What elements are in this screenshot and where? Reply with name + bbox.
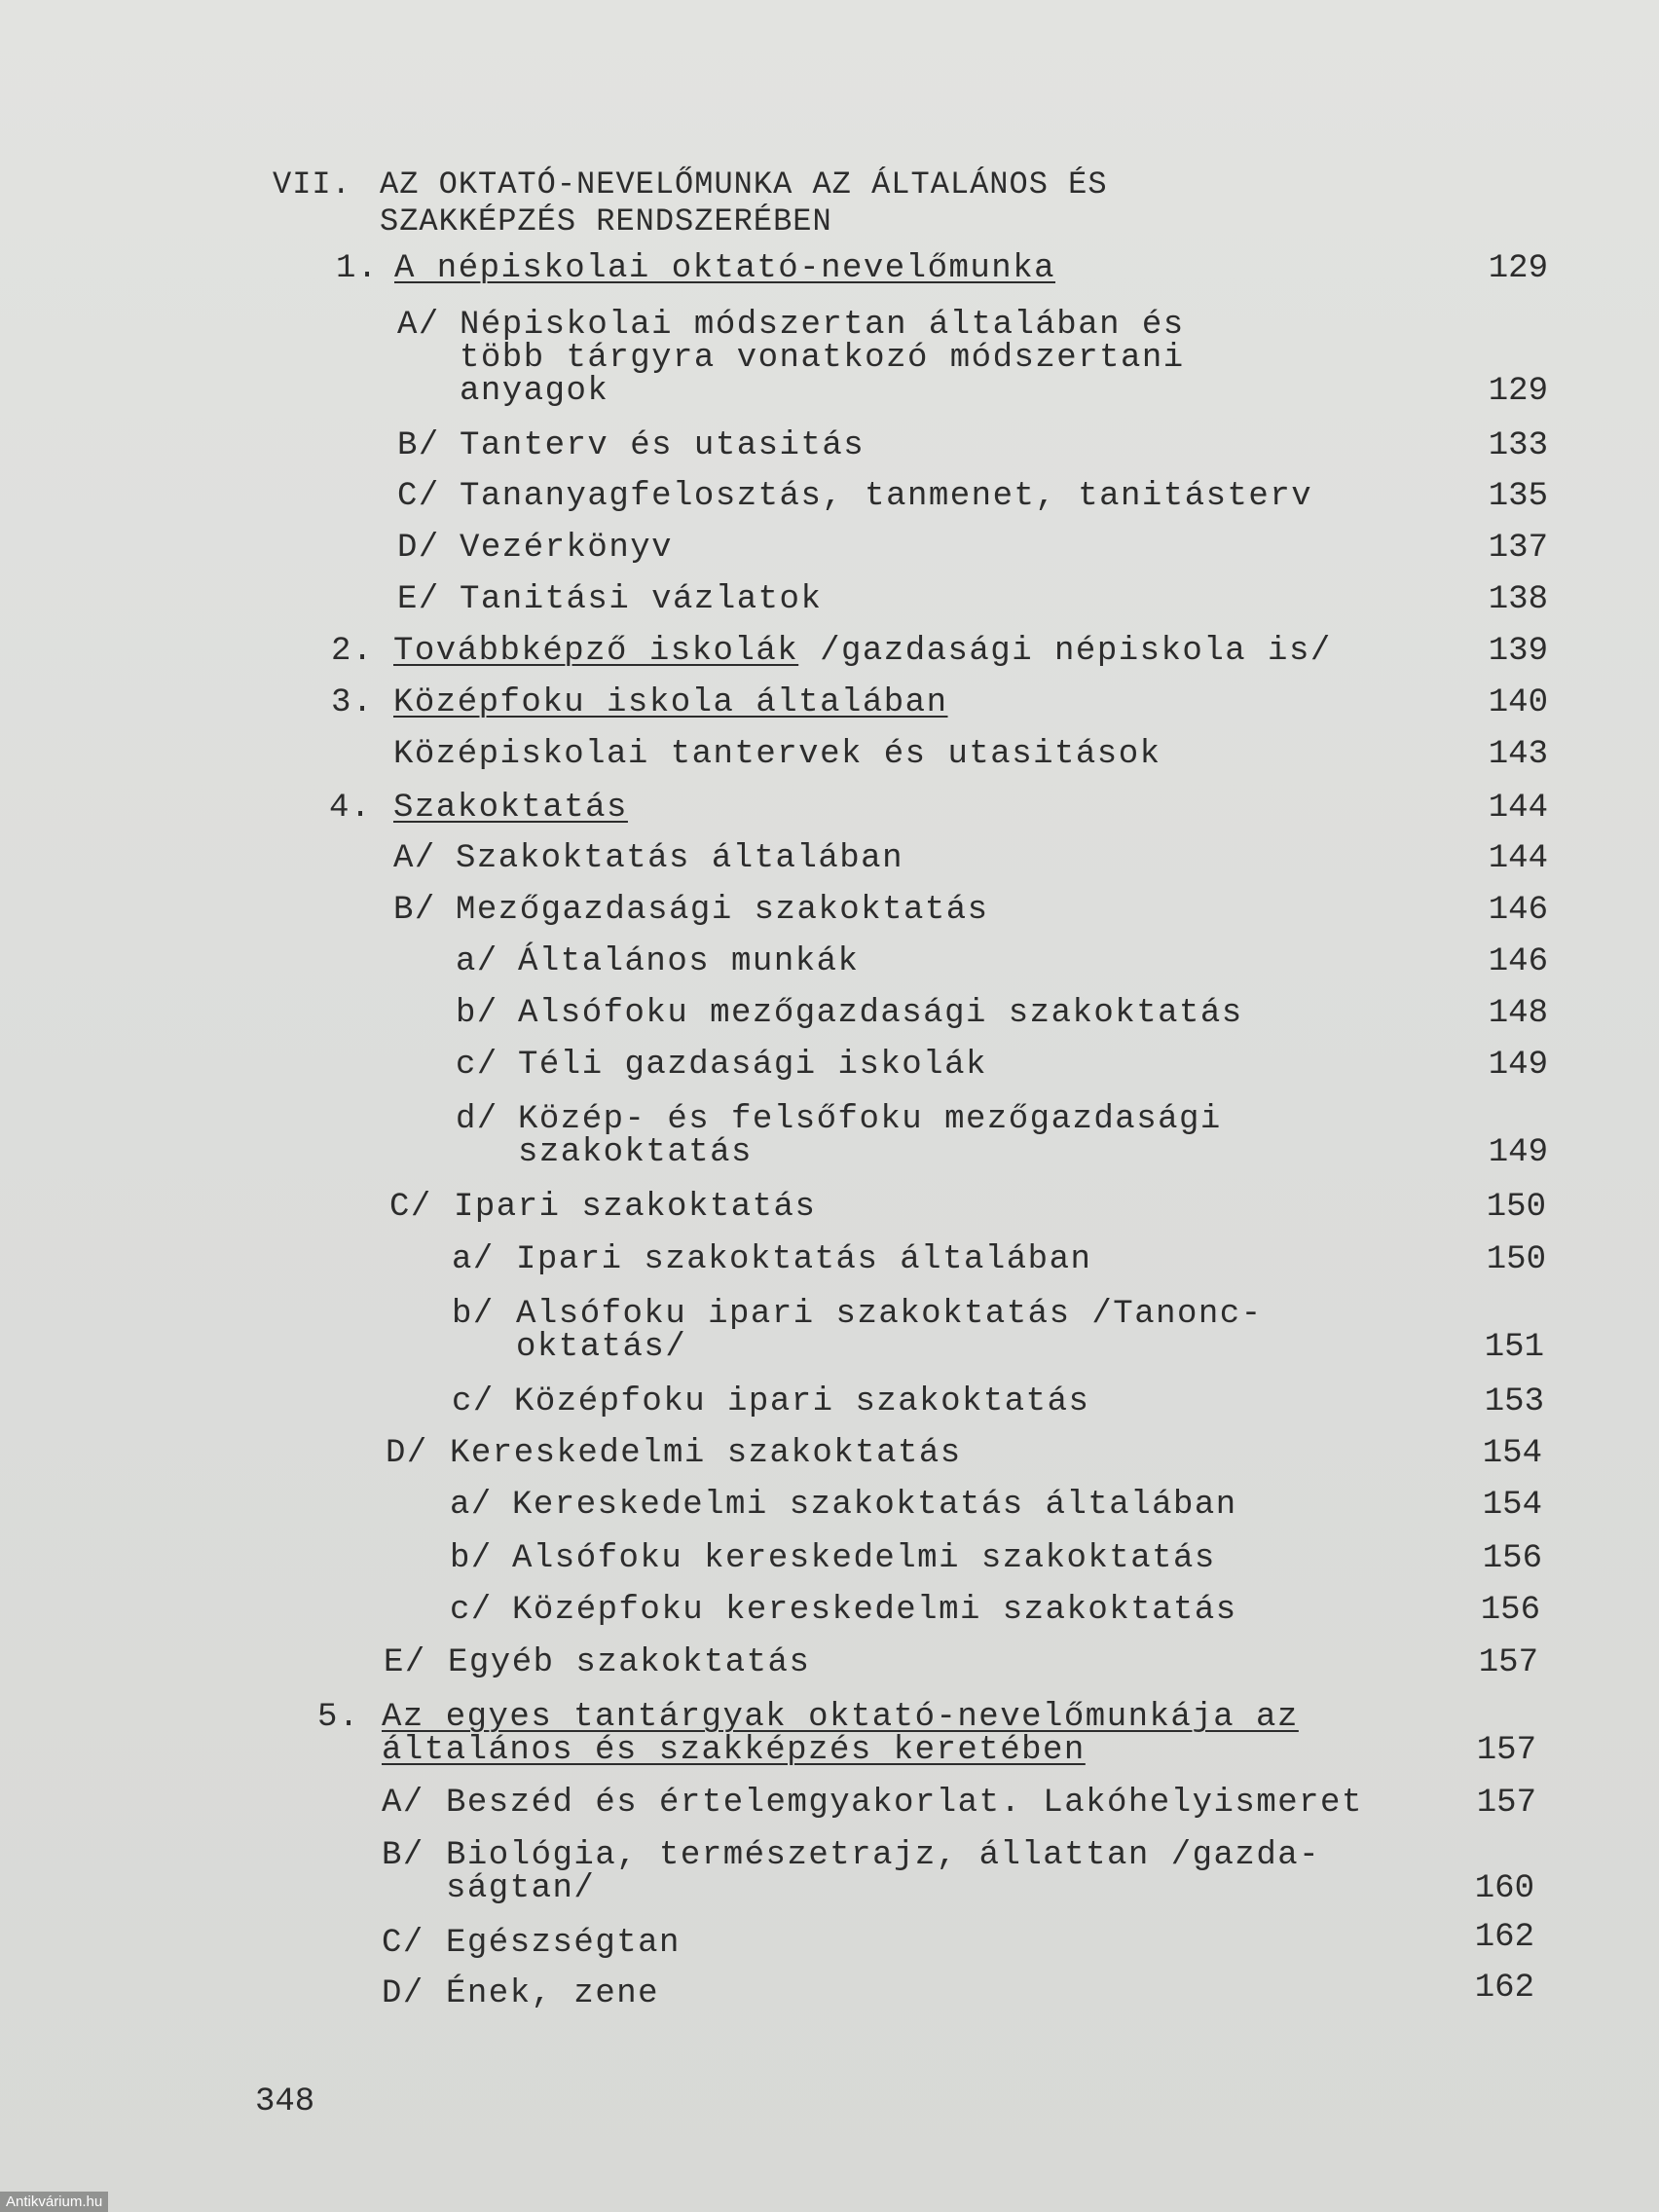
entry-page: 156: [1480, 1592, 1540, 1629]
entry-page: 146: [1488, 892, 1548, 929]
entry-title: Középfoku kereskedelmi szakoktatás: [512, 1592, 1237, 1629]
entry-title: Ének, zene: [446, 1975, 660, 2012]
entry-prefix: D/: [397, 530, 440, 567]
entry-line: általános és szakképzés keretében: [382, 1732, 1086, 1769]
entry-line: szakoktatás: [518, 1134, 753, 1171]
entry-prefix: E/: [397, 581, 440, 618]
entry-prefix: a/: [450, 1487, 493, 1524]
entry-title: Tanterv és utasitás: [460, 427, 866, 464]
heading-number: VII.: [273, 166, 351, 203]
entry-page: 149: [1488, 1134, 1548, 1171]
entry-title: Vezérkönyv: [460, 530, 674, 567]
entry-prefix: B/: [382, 1837, 424, 1874]
entry-page: 146: [1488, 943, 1548, 980]
entry-prefix: C/: [397, 478, 440, 515]
entry-title: Szakoktatás általában: [456, 840, 903, 877]
entry-prefix: 2.: [331, 633, 374, 670]
entry-title: Középfoku iskola általában: [393, 684, 948, 721]
watermark: Antikvárium.hu: [0, 2192, 108, 2212]
heading-line-2: SZAKKÉPZÉS RENDSZERÉBEN: [380, 203, 832, 240]
entry-prefix: 4.: [329, 790, 372, 827]
entry-title: Ipari szakoktatás: [454, 1189, 817, 1226]
entry-prefix: 3.: [331, 684, 374, 721]
entry-prefix: E/: [384, 1644, 426, 1681]
entry-title: Középfoku ipari szakoktatás: [514, 1383, 1090, 1420]
entry-line: Alsófoku ipari szakoktatás /Tanonc-: [516, 1296, 1263, 1333]
entry-title: Középiskolai tantervek és utasitások: [393, 736, 1161, 773]
entry-title: Mezőgazdasági szakoktatás: [456, 892, 989, 929]
entry-page: 144: [1488, 790, 1548, 827]
entry-page: 162: [1474, 1970, 1534, 2007]
entry-page: 150: [1486, 1241, 1546, 1278]
entry-line: ságtan/: [446, 1870, 596, 1907]
entry-title-suffix: /gazdasági népiskola is/: [798, 633, 1332, 670]
entry-page: 154: [1482, 1487, 1542, 1524]
entry-prefix: a/: [456, 943, 498, 980]
entry-page: 160: [1474, 1870, 1534, 1907]
entry-prefix: C/: [389, 1189, 432, 1226]
entry-title: Beszéd és értelemgyakorlat. Lakóhelyismeret: [446, 1785, 1363, 1822]
entry-prefix: A/: [382, 1785, 424, 1822]
entry-prefix: c/: [450, 1592, 493, 1629]
entry-title: Kereskedelmi szakoktatás: [450, 1435, 962, 1472]
entry-page: 157: [1478, 1644, 1538, 1681]
entry-page: 149: [1488, 1047, 1548, 1084]
entry-page: 129: [1488, 250, 1548, 287]
entry-title: Kereskedelmi szakoktatás általában: [512, 1487, 1237, 1524]
heading-line-1: AZ OKTATÓ-NEVELŐMUNKA AZ ÁLTALÁNOS ÉS: [380, 166, 1108, 203]
entry-line: Közép- és felsőfoku mezőgazdasági: [518, 1101, 1222, 1138]
entry-page: 135: [1488, 478, 1548, 515]
entry-title: Egyéb szakoktatás: [448, 1644, 811, 1681]
entry-page: 143: [1488, 736, 1548, 773]
entry-title: Egészségtan: [446, 1925, 681, 1962]
entry-page: 138: [1488, 581, 1548, 618]
entry-title: Szakoktatás: [393, 790, 628, 827]
entry-page: 148: [1488, 995, 1548, 1032]
entry-title-group: [393, 634, 1332, 669]
entry-prefix: c/: [456, 1047, 498, 1084]
entry-page: 151: [1484, 1329, 1544, 1366]
entry-title: Továbbképző iskolák: [393, 633, 799, 670]
entry-line: Biológia, természetrajz, állattan /gazda-: [446, 1837, 1321, 1874]
entry-prefix: b/: [452, 1296, 495, 1333]
entry-prefix: D/: [386, 1435, 428, 1472]
entry-prefix: A/: [397, 307, 440, 344]
entry-page: 154: [1482, 1435, 1542, 1472]
entry-page: 156: [1482, 1540, 1542, 1577]
entry-page: 162: [1474, 1919, 1534, 1956]
entry-page: 137: [1488, 530, 1548, 567]
entry-prefix: c/: [452, 1383, 495, 1420]
entry-page: 133: [1488, 427, 1548, 464]
entry-page: 157: [1476, 1785, 1536, 1822]
entry-title: Alsófoku mezőgazdasági szakoktatás: [518, 995, 1243, 1032]
entry-line: oktatás/: [516, 1329, 687, 1366]
entry-page: 157: [1476, 1732, 1536, 1769]
entry-title: Tanitási vázlatok: [460, 581, 823, 618]
entry-line: Népiskolai módszertan általában és: [460, 307, 1185, 344]
entry-title: Alsófoku kereskedelmi szakoktatás: [512, 1540, 1216, 1577]
entry-prefix: A/: [393, 840, 436, 877]
entry-prefix: B/: [397, 427, 440, 464]
entry-line: Az egyes tantárgyak oktató-nevelőmunkája az: [382, 1699, 1299, 1736]
entry-page: 144: [1488, 840, 1548, 877]
entry-prefix: 1.: [336, 250, 379, 287]
entry-prefix: 5.: [317, 1699, 360, 1736]
entry-title: Téli gazdasági iskolák: [518, 1047, 987, 1084]
entry-title: Ipari szakoktatás általában: [516, 1241, 1092, 1278]
entry-title: Tananyagfelosztás, tanmenet, tanitásterv: [460, 478, 1313, 515]
entry-page: 129: [1488, 373, 1548, 410]
entry-prefix: b/: [456, 995, 498, 1032]
entry-prefix: C/: [382, 1925, 424, 1962]
entry-page: 140: [1488, 684, 1548, 721]
entry-page: 139: [1488, 633, 1548, 670]
entry-line: több tárgyra vonatkozó módszertani: [460, 340, 1185, 377]
entry-prefix: d/: [456, 1101, 498, 1138]
entry-title: A népiskolai oktató-nevelőmunka: [394, 250, 1056, 287]
entry-page: 150: [1486, 1189, 1546, 1226]
entry-page: 153: [1484, 1383, 1544, 1420]
entry-line: anyagok: [460, 373, 609, 410]
page-number: 348: [255, 2083, 315, 2120]
entry-prefix: B/: [393, 892, 436, 929]
entry-title: Általános munkák: [518, 943, 860, 980]
entry-prefix: a/: [452, 1241, 495, 1278]
entry-prefix: b/: [450, 1540, 493, 1577]
entry-prefix: D/: [382, 1975, 424, 2012]
